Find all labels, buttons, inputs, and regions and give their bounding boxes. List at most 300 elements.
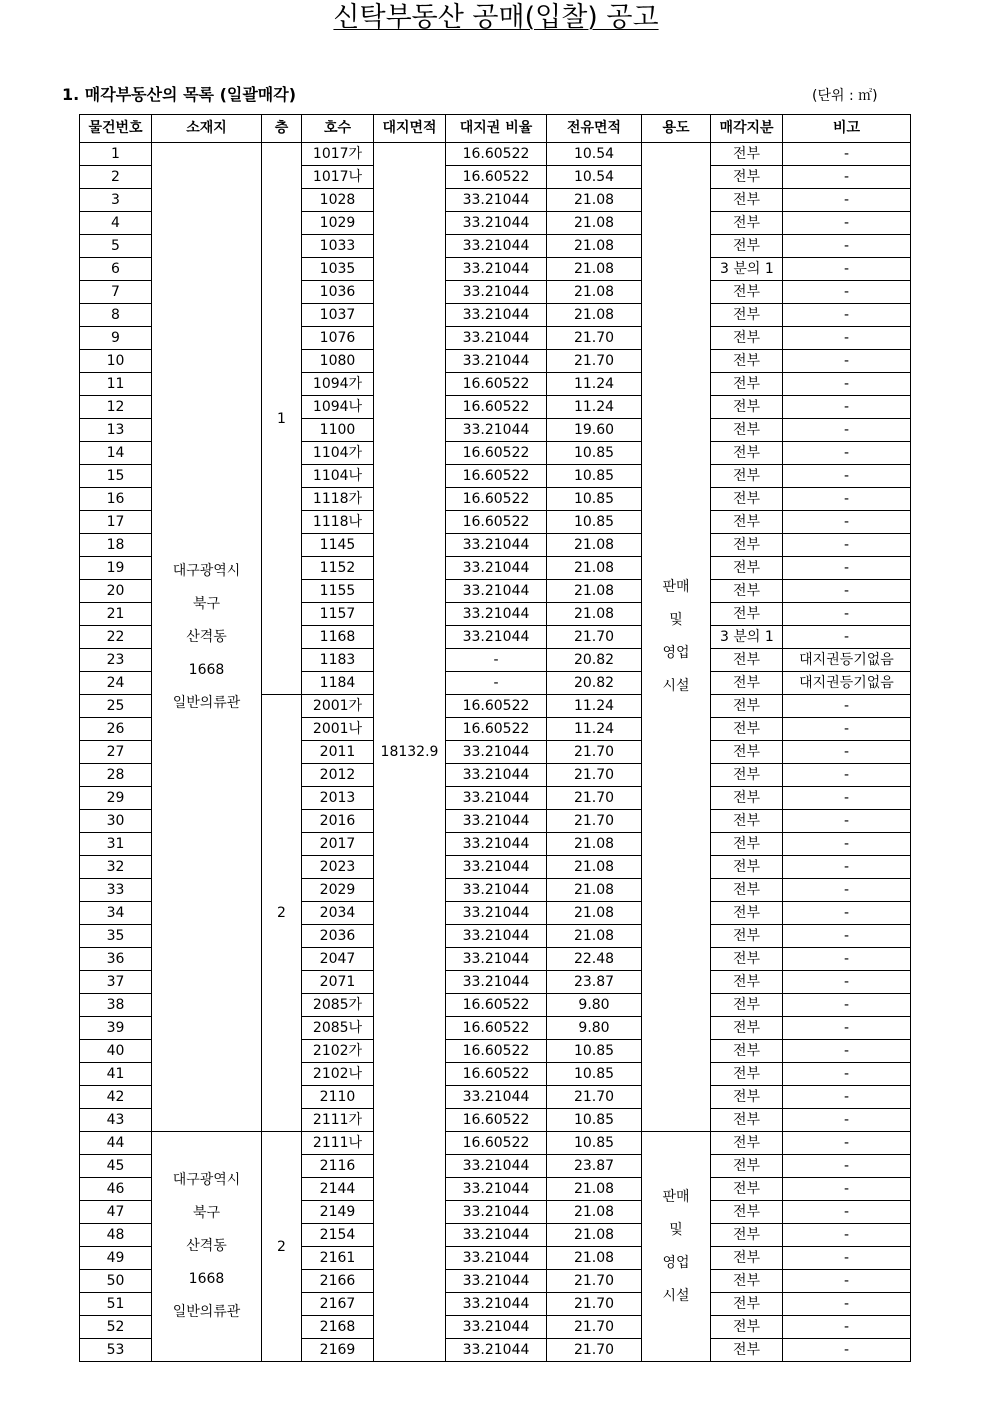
item-number: 32 bbox=[80, 856, 152, 879]
exclusive-area: 10.54 bbox=[547, 143, 642, 166]
exclusive-area: 21.70 bbox=[547, 787, 642, 810]
unit-number: 1145 bbox=[302, 534, 374, 557]
item-number: 26 bbox=[80, 718, 152, 741]
remarks: - bbox=[783, 856, 911, 879]
sale-share: 전부 bbox=[711, 143, 783, 166]
land-right-ratio: 33.21044 bbox=[446, 1224, 547, 1247]
land-right-ratio: 16.60522 bbox=[446, 166, 547, 189]
unit-number: 2161 bbox=[302, 1247, 374, 1270]
unit-number: 1017가 bbox=[302, 143, 374, 166]
remarks: - bbox=[783, 396, 911, 419]
remarks: - bbox=[783, 1086, 911, 1109]
unit-number: 2017 bbox=[302, 833, 374, 856]
item-number: 22 bbox=[80, 626, 152, 649]
remarks: - bbox=[783, 235, 911, 258]
unit-number: 1118나 bbox=[302, 511, 374, 534]
unit-number: 1029 bbox=[302, 212, 374, 235]
location-cell bbox=[152, 1132, 262, 1362]
unit-number: 1033 bbox=[302, 235, 374, 258]
unit-number: 1155 bbox=[302, 580, 374, 603]
sale-share: 전부 bbox=[711, 971, 783, 994]
sale-share: 전부 bbox=[711, 649, 783, 672]
land-right-ratio: 33.21044 bbox=[446, 948, 547, 971]
sale-share: 전부 bbox=[711, 1155, 783, 1178]
item-number: 18 bbox=[80, 534, 152, 557]
remarks: - bbox=[783, 1132, 911, 1155]
sale-share: 전부 bbox=[711, 810, 783, 833]
remarks: - bbox=[783, 1201, 911, 1224]
exclusive-area: 20.82 bbox=[547, 649, 642, 672]
exclusive-area: 10.85 bbox=[547, 511, 642, 534]
item-number: 40 bbox=[80, 1040, 152, 1063]
item-number: 5 bbox=[80, 235, 152, 258]
land-right-ratio: 16.60522 bbox=[446, 373, 547, 396]
exclusive-area: 21.70 bbox=[547, 327, 642, 350]
sale-share: 전부 bbox=[711, 534, 783, 557]
col-header: 대지면적 bbox=[374, 115, 446, 143]
exclusive-area: 21.08 bbox=[547, 1178, 642, 1201]
exclusive-area: 19.60 bbox=[547, 419, 642, 442]
exclusive-area: 10.85 bbox=[547, 442, 642, 465]
location-cell-line: 일반의류관 bbox=[172, 694, 241, 711]
exclusive-area: 21.08 bbox=[547, 833, 642, 856]
usage-cell-line: 및 bbox=[669, 612, 683, 628]
unit-number: 2169 bbox=[302, 1339, 374, 1362]
unit-number: 2011 bbox=[302, 741, 374, 764]
item-number: 44 bbox=[80, 1132, 152, 1155]
unit-number: 2085나 bbox=[302, 1017, 374, 1040]
location-cell-line: 일반의류관 bbox=[172, 1304, 241, 1320]
sale-share: 전부 bbox=[711, 994, 783, 1017]
land-right-ratio: 33.21044 bbox=[446, 189, 547, 212]
land-right-ratio: 33.21044 bbox=[446, 603, 547, 626]
remarks: - bbox=[783, 580, 911, 603]
remarks: - bbox=[783, 557, 911, 580]
item-number: 19 bbox=[80, 557, 152, 580]
remarks: - bbox=[783, 1063, 911, 1086]
exclusive-area: 21.70 bbox=[547, 350, 642, 373]
exclusive-area: 23.87 bbox=[547, 1155, 642, 1178]
remarks: - bbox=[783, 534, 911, 557]
item-number: 1 bbox=[80, 143, 152, 166]
item-number: 31 bbox=[80, 833, 152, 856]
remarks: - bbox=[783, 718, 911, 741]
remarks: - bbox=[783, 281, 911, 304]
usage-cell-line: 및 bbox=[669, 1221, 683, 1238]
unit-number: 1037 bbox=[302, 304, 374, 327]
section-title: 1. 매각부동산의 목록 (일괄매각) bbox=[62, 85, 297, 104]
sale-share: 전부 bbox=[711, 1316, 783, 1339]
unit-number: 1118가 bbox=[302, 488, 374, 511]
col-header: 소재지 bbox=[152, 115, 262, 143]
usage-cell bbox=[642, 143, 711, 1132]
property-table bbox=[79, 114, 911, 1362]
remarks: 대지권등기없음 bbox=[783, 649, 911, 672]
exclusive-area: 21.08 bbox=[547, 534, 642, 557]
remarks: - bbox=[783, 902, 911, 925]
exclusive-area: 21.70 bbox=[547, 1293, 642, 1316]
land-right-ratio: 33.21044 bbox=[446, 235, 547, 258]
location-cell-line: 대구광역시 bbox=[172, 562, 241, 579]
location-cell-line: 1668 bbox=[188, 661, 225, 678]
item-number: 34 bbox=[80, 902, 152, 925]
land-right-ratio: 33.21044 bbox=[446, 925, 547, 948]
sale-share: 전부 bbox=[711, 1224, 783, 1247]
remarks: - bbox=[783, 511, 911, 534]
unit-number: 2111나 bbox=[302, 1132, 374, 1155]
remarks: - bbox=[783, 304, 911, 327]
exclusive-area: 21.08 bbox=[547, 235, 642, 258]
unit-number: 1080 bbox=[302, 350, 374, 373]
sale-share: 전부 bbox=[711, 396, 783, 419]
unit-number: 2102나 bbox=[302, 1063, 374, 1086]
land-right-ratio: 33.21044 bbox=[446, 741, 547, 764]
sale-share: 전부 bbox=[711, 1017, 783, 1040]
sale-share: 전부 bbox=[711, 373, 783, 396]
exclusive-area: 10.85 bbox=[547, 1040, 642, 1063]
item-number: 25 bbox=[80, 695, 152, 718]
exclusive-area: 22.48 bbox=[547, 948, 642, 971]
unit-number: 2013 bbox=[302, 787, 374, 810]
remarks: - bbox=[783, 695, 911, 718]
land-right-ratio: 16.60522 bbox=[446, 143, 547, 166]
item-number: 51 bbox=[80, 1293, 152, 1316]
land-right-ratio: 33.21044 bbox=[446, 1316, 547, 1339]
item-number: 13 bbox=[80, 419, 152, 442]
unit-number: 1183 bbox=[302, 649, 374, 672]
exclusive-area: 21.70 bbox=[547, 1086, 642, 1109]
unit-number: 1035 bbox=[302, 258, 374, 281]
location-cell-line: 북구 bbox=[192, 1205, 221, 1221]
sale-share: 전부 bbox=[711, 718, 783, 741]
unit-number: 2001가 bbox=[302, 695, 374, 718]
item-number: 43 bbox=[80, 1109, 152, 1132]
unit-number: 1028 bbox=[302, 189, 374, 212]
remarks: - bbox=[783, 626, 911, 649]
item-number: 8 bbox=[80, 304, 152, 327]
remarks: - bbox=[783, 442, 911, 465]
item-number: 49 bbox=[80, 1247, 152, 1270]
usage-cell-line: 판매 bbox=[662, 1188, 690, 1205]
exclusive-area: 21.70 bbox=[547, 764, 642, 787]
item-number: 3 bbox=[80, 189, 152, 212]
unit-number: 2149 bbox=[302, 1201, 374, 1224]
unit-number: 1104나 bbox=[302, 465, 374, 488]
unit-number: 2166 bbox=[302, 1270, 374, 1293]
exclusive-area: 21.08 bbox=[547, 189, 642, 212]
unit-number: 1152 bbox=[302, 557, 374, 580]
item-number: 46 bbox=[80, 1178, 152, 1201]
unit-number: 2085가 bbox=[302, 994, 374, 1017]
remarks: - bbox=[783, 189, 911, 212]
exclusive-area: 9.80 bbox=[547, 994, 642, 1017]
unit-number: 2167 bbox=[302, 1293, 374, 1316]
item-number: 20 bbox=[80, 580, 152, 603]
exclusive-area: 21.08 bbox=[547, 856, 642, 879]
land-right-ratio: 33.21044 bbox=[446, 419, 547, 442]
title-text: 신탁부동산 공매(입찰) 공고 bbox=[333, 2, 659, 33]
sale-share: 전부 bbox=[711, 442, 783, 465]
land-right-ratio: 33.21044 bbox=[446, 1270, 547, 1293]
exclusive-area: 10.85 bbox=[547, 1063, 642, 1086]
sale-share: 전부 bbox=[711, 925, 783, 948]
location-cell-line: 산격동 bbox=[186, 628, 227, 645]
unit-number: 2144 bbox=[302, 1178, 374, 1201]
sale-share: 3 분의 1 bbox=[711, 626, 783, 649]
land-right-ratio: 33.21044 bbox=[446, 1339, 547, 1362]
item-number: 33 bbox=[80, 879, 152, 902]
item-number: 12 bbox=[80, 396, 152, 419]
land-right-ratio: 16.60522 bbox=[446, 1109, 547, 1132]
exclusive-area: 21.70 bbox=[547, 1339, 642, 1362]
item-number: 7 bbox=[80, 281, 152, 304]
unit-number: 1094가 bbox=[302, 373, 374, 396]
exclusive-area: 21.70 bbox=[547, 626, 642, 649]
land-right-ratio: 33.21044 bbox=[446, 856, 547, 879]
sale-share: 3 분의 1 bbox=[711, 258, 783, 281]
item-number: 28 bbox=[80, 764, 152, 787]
item-number: 37 bbox=[80, 971, 152, 994]
unit-number: 2029 bbox=[302, 879, 374, 902]
exclusive-area: 10.85 bbox=[547, 1109, 642, 1132]
remarks: - bbox=[783, 1316, 911, 1339]
exclusive-area: 11.24 bbox=[547, 695, 642, 718]
sale-share: 전부 bbox=[711, 212, 783, 235]
land-right-ratio: 33.21044 bbox=[446, 626, 547, 649]
remarks: 대지권등기없음 bbox=[783, 672, 911, 695]
item-number: 47 bbox=[80, 1201, 152, 1224]
sale-share: 전부 bbox=[711, 948, 783, 971]
sale-share: 전부 bbox=[711, 580, 783, 603]
usage-cell-line: 영업 bbox=[662, 1254, 690, 1271]
land-right-ratio: 16.60522 bbox=[446, 465, 547, 488]
table-row bbox=[80, 143, 911, 166]
land-right-ratio: 33.21044 bbox=[446, 764, 547, 787]
sale-share: 전부 bbox=[711, 833, 783, 856]
land-right-ratio: 33.21044 bbox=[446, 557, 547, 580]
unit-number: 1036 bbox=[302, 281, 374, 304]
land-right-ratio: 16.60522 bbox=[446, 511, 547, 534]
sale-share: 전부 bbox=[711, 1063, 783, 1086]
land-right-ratio: 16.60522 bbox=[446, 1017, 547, 1040]
exclusive-area: 9.80 bbox=[547, 1017, 642, 1040]
land-right-ratio: 16.60522 bbox=[446, 442, 547, 465]
land-right-ratio: 33.21044 bbox=[446, 833, 547, 856]
sale-share: 전부 bbox=[711, 235, 783, 258]
remarks: - bbox=[783, 258, 911, 281]
exclusive-area: 21.70 bbox=[547, 810, 642, 833]
remarks: - bbox=[783, 948, 911, 971]
unit-number: 2154 bbox=[302, 1224, 374, 1247]
col-header: 매각지분 bbox=[711, 115, 783, 143]
sale-share: 전부 bbox=[711, 1040, 783, 1063]
remarks: - bbox=[783, 1270, 911, 1293]
land-right-ratio: 33.21044 bbox=[446, 1178, 547, 1201]
sale-share: 전부 bbox=[711, 672, 783, 695]
unit-number: 1157 bbox=[302, 603, 374, 626]
header-row bbox=[80, 115, 911, 143]
sale-share: 전부 bbox=[711, 1201, 783, 1224]
sale-share: 전부 bbox=[711, 1293, 783, 1316]
exclusive-area: 21.08 bbox=[547, 1247, 642, 1270]
remarks: - bbox=[783, 810, 911, 833]
table-row bbox=[80, 1132, 911, 1155]
item-number: 4 bbox=[80, 212, 152, 235]
remarks: - bbox=[783, 212, 911, 235]
land-right-ratio: - bbox=[446, 649, 547, 672]
floor-cell: 2 bbox=[262, 695, 302, 1132]
exclusive-area: 21.08 bbox=[547, 925, 642, 948]
remarks: - bbox=[783, 1178, 911, 1201]
item-number: 14 bbox=[80, 442, 152, 465]
sale-share: 전부 bbox=[711, 603, 783, 626]
col-header: 물건번호 bbox=[80, 115, 152, 143]
remarks: - bbox=[783, 603, 911, 626]
land-right-ratio: 16.60522 bbox=[446, 396, 547, 419]
sale-share: 전부 bbox=[711, 511, 783, 534]
item-number: 29 bbox=[80, 787, 152, 810]
sale-share: 전부 bbox=[711, 189, 783, 212]
land-right-ratio: 33.21044 bbox=[446, 580, 547, 603]
location-cell-line: 산격동 bbox=[186, 1238, 227, 1254]
remarks: - bbox=[783, 741, 911, 764]
item-number: 35 bbox=[80, 925, 152, 948]
sale-share: 전부 bbox=[711, 1109, 783, 1132]
sale-share: 전부 bbox=[711, 488, 783, 511]
usage-cell-line: 시설 bbox=[662, 678, 690, 694]
remarks: - bbox=[783, 1224, 911, 1247]
land-right-ratio: 33.21044 bbox=[446, 350, 547, 373]
land-right-ratio: 33.21044 bbox=[446, 534, 547, 557]
remarks: - bbox=[783, 833, 911, 856]
item-number: 2 bbox=[80, 166, 152, 189]
exclusive-area: 21.08 bbox=[547, 1224, 642, 1247]
unit-number: 1094나 bbox=[302, 396, 374, 419]
col-header: 비고 bbox=[783, 115, 911, 143]
remarks: - bbox=[783, 1109, 911, 1132]
remarks: - bbox=[783, 1293, 911, 1316]
land-right-ratio: 33.21044 bbox=[446, 879, 547, 902]
land-right-ratio: 16.60522 bbox=[446, 718, 547, 741]
exclusive-area: 21.08 bbox=[547, 258, 642, 281]
exclusive-area: 10.85 bbox=[547, 1132, 642, 1155]
item-number: 24 bbox=[80, 672, 152, 695]
unit-number: 1104가 bbox=[302, 442, 374, 465]
sale-share: 전부 bbox=[711, 1339, 783, 1362]
land-right-ratio: 16.60522 bbox=[446, 1040, 547, 1063]
sale-share: 전부 bbox=[711, 1247, 783, 1270]
usage-cell-line: 판매 bbox=[662, 579, 690, 595]
land-right-ratio: 33.21044 bbox=[446, 971, 547, 994]
unit-number: 1100 bbox=[302, 419, 374, 442]
item-number: 50 bbox=[80, 1270, 152, 1293]
land-right-ratio: 16.60522 bbox=[446, 1063, 547, 1086]
unit-number: 1017나 bbox=[302, 166, 374, 189]
unit-number: 1076 bbox=[302, 327, 374, 350]
item-number: 52 bbox=[80, 1316, 152, 1339]
land-right-ratio: 33.21044 bbox=[446, 212, 547, 235]
location-cell-line: 북구 bbox=[192, 595, 221, 612]
unit-number: 2016 bbox=[302, 810, 374, 833]
sale-share: 전부 bbox=[711, 695, 783, 718]
sale-share: 전부 bbox=[711, 281, 783, 304]
exclusive-area: 21.08 bbox=[547, 902, 642, 925]
sale-share: 전부 bbox=[711, 419, 783, 442]
sale-share: 전부 bbox=[711, 304, 783, 327]
item-number: 11 bbox=[80, 373, 152, 396]
sale-share: 전부 bbox=[711, 787, 783, 810]
item-number: 30 bbox=[80, 810, 152, 833]
item-number: 21 bbox=[80, 603, 152, 626]
remarks: - bbox=[783, 1040, 911, 1063]
exclusive-area: 10.85 bbox=[547, 465, 642, 488]
sale-share: 전부 bbox=[711, 902, 783, 925]
sale-share: 전부 bbox=[711, 1178, 783, 1201]
item-number: 27 bbox=[80, 741, 152, 764]
location-cell-line: 대구광역시 bbox=[172, 1172, 241, 1188]
remarks: - bbox=[783, 925, 911, 948]
unit-number: 2012 bbox=[302, 764, 374, 787]
location-cell-line: 1668 bbox=[188, 1271, 225, 1287]
land-right-ratio: 16.60522 bbox=[446, 695, 547, 718]
sale-share: 전부 bbox=[711, 879, 783, 902]
usage-cell-line: 영업 bbox=[662, 645, 690, 661]
floor-cell: 2 bbox=[262, 1132, 302, 1362]
exclusive-area: 21.08 bbox=[547, 580, 642, 603]
item-number: 48 bbox=[80, 1224, 152, 1247]
exclusive-area: 21.08 bbox=[547, 879, 642, 902]
land-right-ratio: 33.21044 bbox=[446, 1086, 547, 1109]
unit-number: 2168 bbox=[302, 1316, 374, 1339]
remarks: - bbox=[783, 373, 911, 396]
item-number: 9 bbox=[80, 327, 152, 350]
land-area-cell: 18132.9 bbox=[374, 143, 446, 1362]
sale-share: 전부 bbox=[711, 856, 783, 879]
col-header: 대지권 비율 bbox=[446, 115, 547, 143]
land-right-ratio: 33.21044 bbox=[446, 810, 547, 833]
item-number: 10 bbox=[80, 350, 152, 373]
land-right-ratio: 33.21044 bbox=[446, 258, 547, 281]
remarks: - bbox=[783, 488, 911, 511]
land-right-ratio: 33.21044 bbox=[446, 1201, 547, 1224]
land-right-ratio: 33.21044 bbox=[446, 1293, 547, 1316]
sale-share: 전부 bbox=[711, 1270, 783, 1293]
remarks: - bbox=[783, 1155, 911, 1178]
land-right-ratio: 33.21044 bbox=[446, 304, 547, 327]
land-right-ratio: 33.21044 bbox=[446, 787, 547, 810]
sale-share: 전부 bbox=[711, 1132, 783, 1155]
floor-cell: 1 bbox=[262, 143, 302, 695]
item-number: 42 bbox=[80, 1086, 152, 1109]
remarks: - bbox=[783, 327, 911, 350]
exclusive-area: 20.82 bbox=[547, 672, 642, 695]
unit-number: 2023 bbox=[302, 856, 374, 879]
remarks: - bbox=[783, 166, 911, 189]
sale-share: 전부 bbox=[711, 1086, 783, 1109]
usage-cell-line: 시설 bbox=[662, 1287, 690, 1304]
exclusive-area: 21.70 bbox=[547, 741, 642, 764]
exclusive-area: 21.08 bbox=[547, 603, 642, 626]
sale-share: 전부 bbox=[711, 465, 783, 488]
remarks: - bbox=[783, 143, 911, 166]
exclusive-area: 21.70 bbox=[547, 1270, 642, 1293]
exclusive-area: 21.08 bbox=[547, 281, 642, 304]
exclusive-area: 11.24 bbox=[547, 718, 642, 741]
unit-number: 2001나 bbox=[302, 718, 374, 741]
exclusive-area: 21.70 bbox=[547, 1316, 642, 1339]
unit-number: 2102가 bbox=[302, 1040, 374, 1063]
remarks: - bbox=[783, 764, 911, 787]
